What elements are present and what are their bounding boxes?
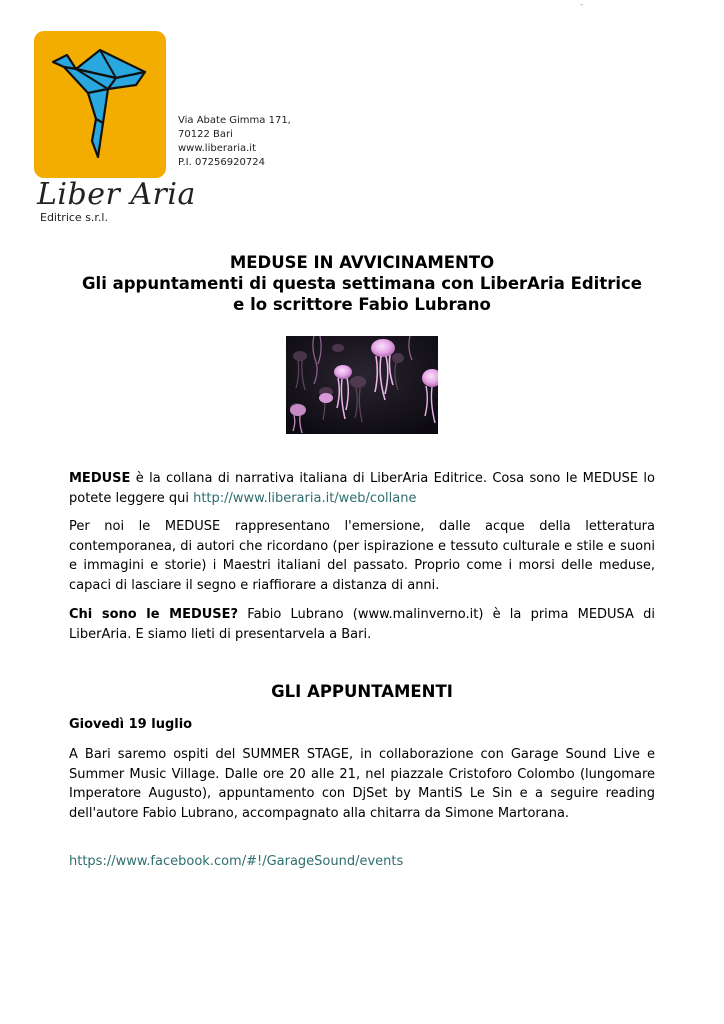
headline-line-3: e lo scrittore Fabio Lubrano [233,295,491,314]
facebook-events-link[interactable]: https://www.facebook.com/#!/GarageSound/events [69,854,404,869]
author-text: Fabio Lubrano (www.malinverno.it) è la prima MEDUSA di LiberAria. E siamo lieti di presentarvela a Bari. [69,607,656,642]
event-link-block [69,852,655,872]
description-text: Per noi le MEDUSE rappresentano l'emersione, dalle acque della letteratura contemporanea, di autori che ricordano (per ispirazione e tessuto culturale e stile e suoni e immagini e storie) i Maestri italiani del passato. Proprio come i morsi delle meduse, capaci di lasciare il segno e riaffiorare a distanza di anni. [69,519,655,593]
event-paragraph [69,745,655,823]
page-title [40,252,684,315]
logo-wordmark: Liber Aria [37,177,196,212]
intro-text: è la collana di narrativa italiana di LiberAria Editrice. Cosa sono le MEDUSE lo potete leggere qui [69,471,655,506]
collane-link[interactable]: http://www.liberaria.it/web/collane [193,490,417,506]
author-paragraph [69,605,655,644]
meduse-bold: MEDUSE [69,471,131,486]
address-website: www.liberaria.it [178,143,256,154]
event-day: Giovedì 19 luglio [69,717,193,732]
address-street: Via Abate Gimma 171, [178,115,291,126]
origami-bird-icon [34,31,166,178]
description-paragraph [69,517,655,595]
headline-line-2: Gli appuntamenti di questa settimana con LiberAria Editrice [82,274,642,293]
headline-line-1: MEDUSE IN AVVICINAMENTO [229,253,495,272]
event-text: A Bari saremo ospiti del SUMMER STAGE, in collaborazione con Garage Sound Live e Summer Music Village. Dalle ore 20 alle 21, nel piazzale Cristoforo Colombo (lungomare Imperatore Augusto), appuntamento con DjSet by MantiS Le Sin e a seguire reading dell'autore Fabio Lubrano, accompagnato alla chitarra da Simone Martorana. [69,747,655,821]
address-city: 70122 Bari [178,129,233,140]
author-question: Chi sono le MEDUSE? [69,607,239,622]
address-vat: P.I. 07256920724 [178,157,265,168]
logo-subtitle: Editrice s.r.l. [40,211,108,224]
corner-mark: - [580,0,584,10]
section-title: GLI APPUNTAMENTI [271,682,453,701]
publisher-address [178,114,291,170]
publisher-logo [34,31,166,178]
intro-paragraph [69,469,655,508]
jellyfish-photo [286,336,438,434]
